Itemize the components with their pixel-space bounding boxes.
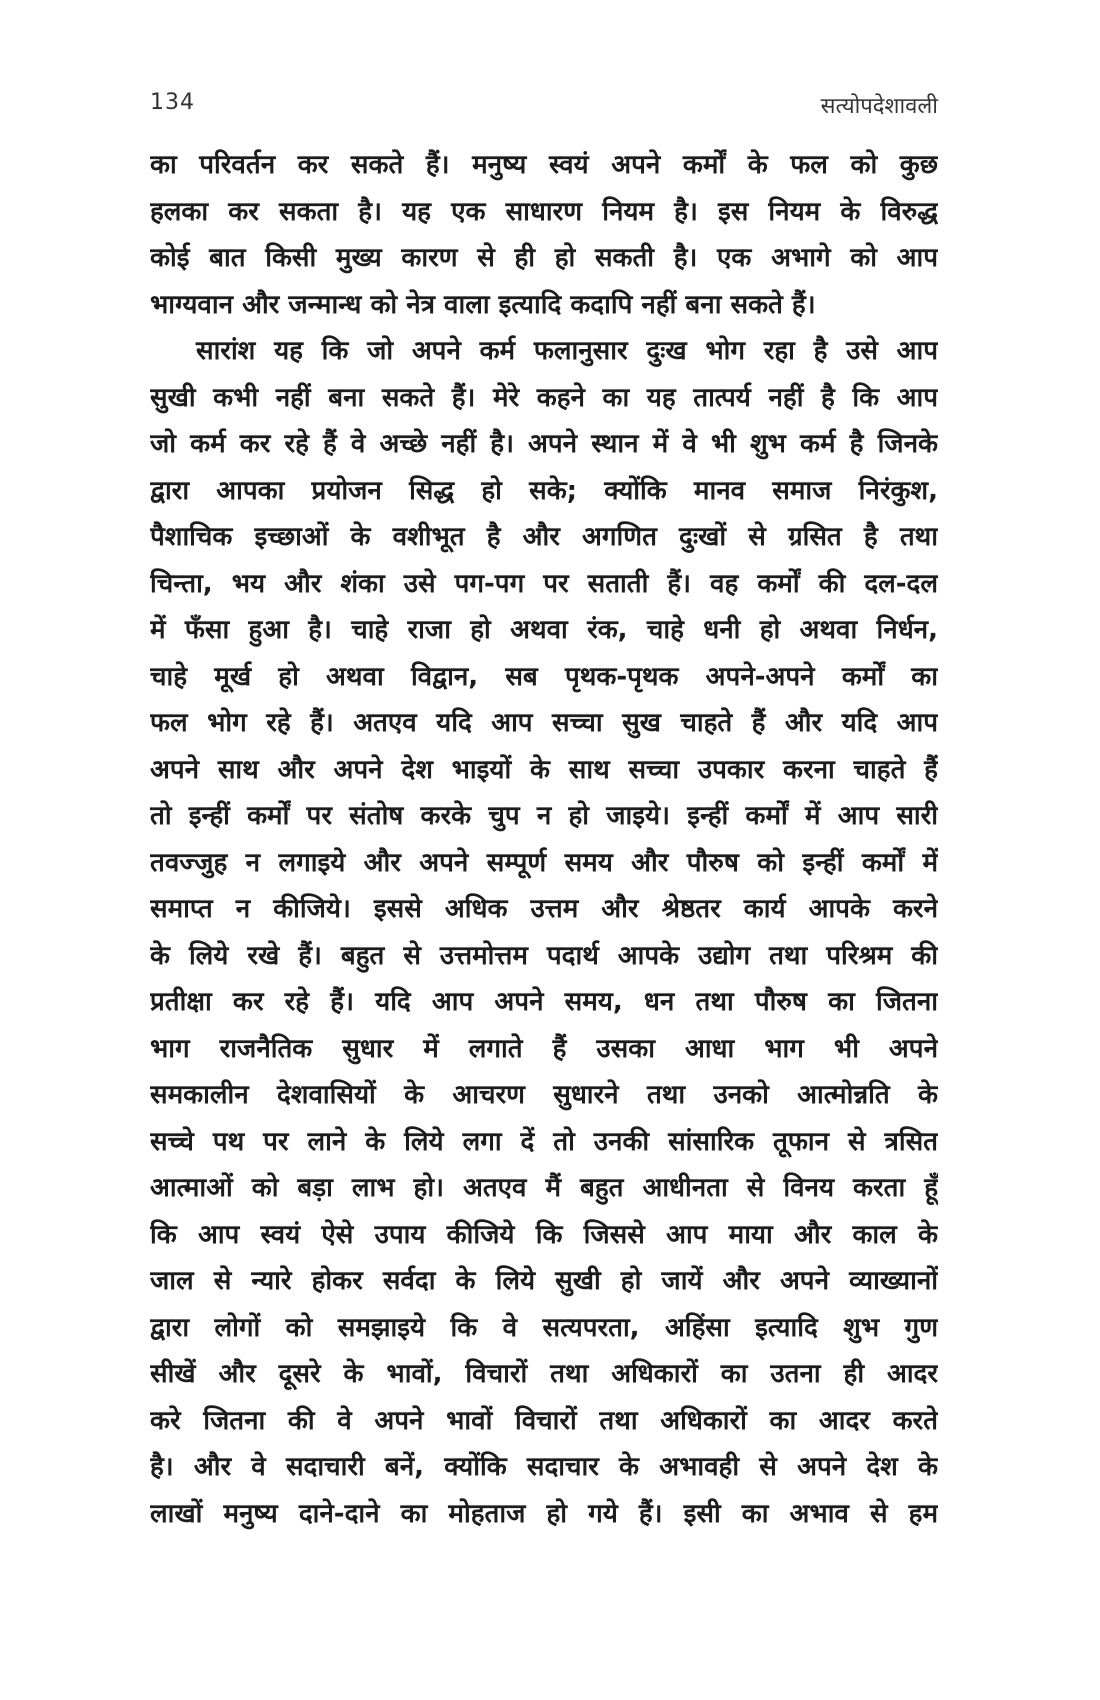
text-line: तवज्जुह न लगाइये और अपने सम्पूर्ण समय और पौरुष को इन्हीं कर्मों में <box>150 847 938 878</box>
text-line: सीखें और दूसरे के भावों, विचारों तथा अधिकारों का उतना ही आदर <box>150 1359 938 1389</box>
text-line: आत्माओं को बड़ा लाभ हो। अतएव मैं बहुत आधीनता से विनय करता हूँ <box>150 1173 938 1203</box>
text-line: सच्चे पथ पर लाने के लिये लगा दें तो उनकी सांसारिक तूफान से त्रसित <box>150 1126 938 1157</box>
text-line: भाग्यवान और जन्मान्ध को नेत्र वाला इत्यादि कदापि नहीं बना सकते हैं। <box>150 289 816 320</box>
text-line: का परिवर्तन कर सकते हैं। मनुष्य स्वयं अपने कर्मों के फल को कुछ <box>150 150 938 180</box>
text-line: करे जितना की वे अपने भावों विचारों तथा अधिकारों का आदर करते <box>150 1405 938 1436</box>
text-line: प्रतीक्षा कर रहे हैं। यदि आप अपने समय, धन तथा पौरुष का जितना <box>150 987 938 1017</box>
text-line: लाखों मनुष्य दाने-दाने का मोहताज हो गये हैं। इसी का अभाव से हम <box>150 1498 938 1529</box>
text-line: समकालीन देशवासियों के आचरण सुधारने तथा उनको आत्मोन्नति के <box>150 1080 938 1110</box>
paragraph <box>150 142 938 328</box>
text-line: अपने साथ और अपने देश भाइयों के साथ सच्चा उपकार करना चाहते हैं <box>150 754 938 785</box>
text-line: कोई बात किसी मुख्य कारण से ही हो सकती है। एक अभागे को आप <box>150 243 938 273</box>
text-line: हलका कर सकता है। यह एक साधारण नियम है। इस नियम के विरुद्ध <box>150 196 938 227</box>
text-line: चाहे मूर्ख हो अथवा विद्वान, सब पृथक-पृथक अपने-अपने कर्मों का <box>150 661 938 692</box>
text-line: में फँसा हुआ है। चाहे राजा हो अथवा रंक, चाहे धनी हो अथवा निर्धन, <box>150 615 938 645</box>
text-line: है। और वे सदाचारी बनें, क्योंकि सदाचार के अभावही से अपने देश के <box>150 1452 938 1482</box>
text-line: चिन्ता, भय और शंका उसे पग-पग पर सताती हैं। वह कर्मों की दल-दल <box>150 568 938 599</box>
book-page <box>150 90 938 1650</box>
text-line: तो इन्हीं कर्मों पर संतोष करके चुप न हो जाइये। इन्हीं कर्मों में आप सारी <box>150 801 938 831</box>
running-title: सत्योपदेशावली <box>820 94 938 119</box>
text-line: कि आप स्वयं ऐसे उपाय कीजिये कि जिससे आप माया और काल के <box>150 1219 938 1250</box>
text-line: फल भोग रहे हैं। अतएव यदि आप सच्चा सुख चाहते हैं और यदि आप <box>150 708 938 738</box>
body-text <box>150 142 938 1537</box>
text-line: द्वारा लोगों को समझाइये कि वे सत्यपरता, अहिंसा इत्यादि शुभ गुण <box>150 1312 938 1343</box>
text-line: द्वारा आपका प्रयोजन सिद्ध हो सके; क्योंकि मानव समाज निरंकुश, <box>150 475 938 506</box>
text-line: के लिये रखे हैं। बहुत से उत्तमोत्तम पदार्थ आपके उद्योग तथा परिश्रम की <box>150 940 938 971</box>
text-line: भाग राजनैतिक सुधार में लगाते हैं उसका आधा भाग भी अपने <box>150 1033 938 1064</box>
text-line: सुखी कभी नहीं बना सकते हैं। मेरे कहने का यह तात्पर्य नहीं है कि आप <box>150 382 938 413</box>
text-line: जाल से न्यारे होकर सर्वदा के लिये सुखी हो जायें और अपने व्याख्यानों <box>150 1266 938 1296</box>
paragraph <box>150 328 938 1537</box>
text-line: सारांश यह कि जो अपने कर्म फलानुसार दुःख भोग रहा है उसे आप <box>196 336 938 366</box>
text-line: पैशाचिक इच्छाओं के वशीभूत है और अगणित दुःखों से ग्रसित है तथा <box>150 522 938 552</box>
running-header <box>150 90 938 134</box>
text-line: समाप्त न कीजिये। इससे अधिक उत्तम और श्रेष्ठतर कार्य आपके करने <box>150 894 938 924</box>
page-number: 134 <box>150 90 195 115</box>
text-line: जो कर्म कर रहे हैं वे अच्छे नहीं है। अपने स्थान में वे भी शुभ कर्म है जिनके <box>150 429 938 459</box>
